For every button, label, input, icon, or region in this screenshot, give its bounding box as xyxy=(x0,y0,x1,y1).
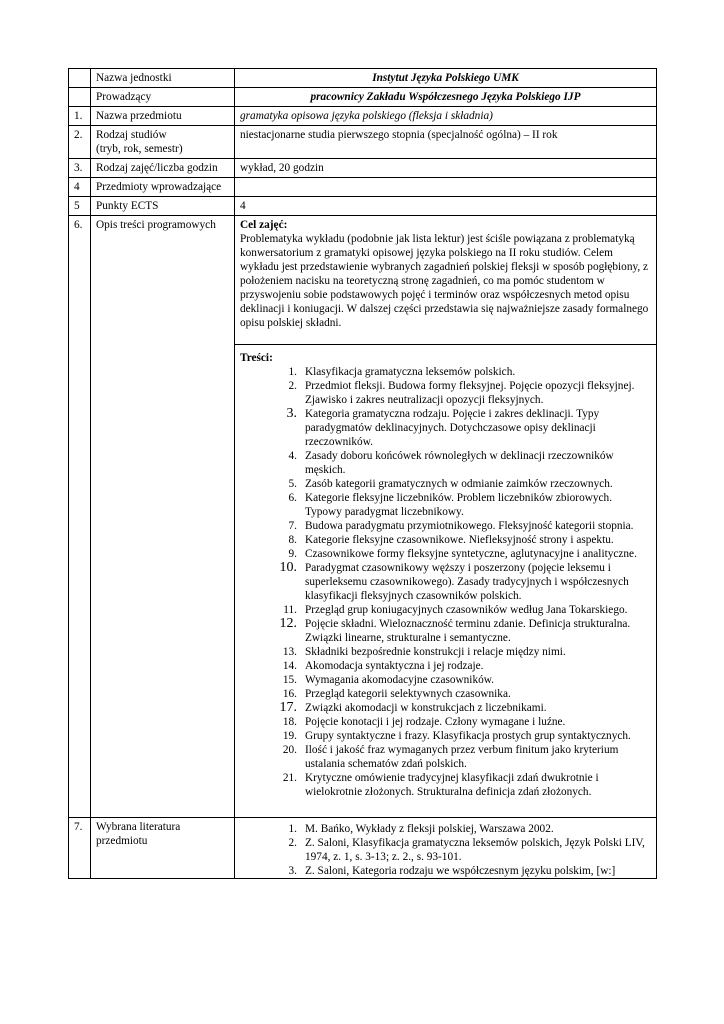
row-number xyxy=(69,69,91,88)
list-item-number: 6. xyxy=(288,492,297,504)
list-item-number: 16. xyxy=(282,688,297,700)
row-ects xyxy=(69,197,657,216)
row-number: 7. xyxy=(69,818,91,879)
row-value xyxy=(235,178,657,197)
row-literature xyxy=(69,818,657,879)
list-item-number: 12. xyxy=(279,616,297,631)
list-item xyxy=(285,822,651,836)
row-study-type xyxy=(69,126,657,159)
list-item-number: 1. xyxy=(288,823,297,835)
list-item-text: Zasady doboru końcówek równoległych w deklinacji rzeczowników męskich. xyxy=(305,450,614,476)
row-subject xyxy=(69,107,657,126)
list-item-number: 3. xyxy=(286,406,297,421)
row-lecturer xyxy=(69,88,657,107)
row-label-line1: Rodzaj studiów xyxy=(96,129,167,141)
list-item-text: Zasób kategorii gramatycznych w odmianie zaimków rzeczownych. xyxy=(305,478,613,490)
list-item xyxy=(285,547,651,561)
list-item xyxy=(285,449,651,477)
list-item xyxy=(285,864,651,878)
list-item-number: 21. xyxy=(282,772,297,784)
list-item-text: Składniki bezpośrednie konstrukcji i relacje między nimi. xyxy=(305,646,566,658)
list-item xyxy=(285,519,651,533)
list-item-number: 2. xyxy=(288,837,297,849)
list-item-number: 7. xyxy=(288,520,297,532)
row-label: Nazwa jednostki xyxy=(91,69,235,88)
list-item-text: Związki akomodacji w konstrukcjach z liczebnikami. xyxy=(305,702,547,714)
list-item-text: Z. Saloni, Kategoria rodzaju we współczesnym języku polskim, [w:] xyxy=(305,865,616,877)
goal-title: Cel zajęć: xyxy=(240,219,288,231)
row-value: pracownicy Zakładu Współczesnego Języka Polskiego IJP xyxy=(235,88,657,107)
list-item-text: Akomodacja syntaktyczna i jej rodzaje. xyxy=(305,660,484,672)
list-item xyxy=(279,560,651,603)
list-item xyxy=(285,477,651,491)
list-item xyxy=(285,379,651,407)
goal-text: Problematyka wykładu (podobnie jak lista lektur) jest ściśle powiązana z problematyką konwersatorium z gramatyki opisowej języka polskiego na II roku studiów. Celem wykładu jest przedstawienie wybranych zagadnień polskiej fleksji w sposób pogłębiony, z położeniem nacisku na teoretyczną stronę zagadnień, co ma pomóc studentom w przyswojeniu sobie podstawowych pojęć i terminów oraz współczesnych metod opisu deklinacji i koniugacji. W dalszej części przedstawia się najważniejsze zasady formalnego opisu polskiej składni. xyxy=(240,233,649,329)
row-prerequisites xyxy=(69,178,657,197)
list-item xyxy=(285,603,651,617)
list-item-number: 17. xyxy=(279,700,297,715)
list-item-text: Przedmiot fleksji. Budowa formy fleksyjnej. Pojęcie opozycji fleksyjnej. Zjawisko i zakres neutralizacji opozycji fleksyjnych. xyxy=(305,380,635,406)
row-label: Punkty ECTS xyxy=(91,197,235,216)
list-item-number: 19. xyxy=(282,730,297,742)
list-item-number: 5. xyxy=(288,478,297,490)
list-item xyxy=(285,407,651,449)
list-item-number: 8. xyxy=(288,534,297,546)
list-item xyxy=(282,729,651,743)
row-class-type xyxy=(69,159,657,178)
list-item xyxy=(279,700,651,715)
row-value: gramatyka opisowa języka polskiego (fleksja i składnia) xyxy=(235,107,657,126)
row-label: Opis treści programowych xyxy=(91,216,235,818)
list-item-text: Wymagania akomodacyjne czasowników. xyxy=(305,674,494,686)
list-item-text: Przegląd grup koniugacyjnych czasowników według Jana Tokarskiego. xyxy=(305,604,628,616)
list-item-text: Krytyczne omówienie tradycyjnej klasyfikacji zdań dwukrotnie i wielokrotnie złożonych. Strukturalna definicja zdań złożonych. xyxy=(305,772,599,798)
row-value: Instytut Języka Polskiego UMK xyxy=(235,69,657,88)
list-item-text: Z. Saloni, Klasyfikacja gramatyczna leksemów polskich, Język Polski LIV, 1974, z. 1, s. 3-13; z. 2., s. 93-101. xyxy=(305,837,645,863)
list-item xyxy=(282,715,651,729)
row-program-goal xyxy=(69,216,657,345)
list-item xyxy=(285,533,651,547)
list-item-text: Klasyfikacja gramatyczna leksemów polskich. xyxy=(305,366,516,378)
list-item xyxy=(282,659,651,673)
list-item-text: Czasownikowe formy fleksyjne syntetyczne, aglutynacyjne i analityczne. xyxy=(305,548,637,560)
list-item-number: 3. xyxy=(288,865,297,877)
list-item-text: Pojęcie składni. Wieloznaczność terminu zdanie. Definicja strukturalna. Związki linearne, strukturalne i semantyczne. xyxy=(305,618,631,644)
list-item-text: Paradygmat czasownikowy węższy i poszerzony (pojęcie leksemu i superleksemu czasownikowego). Zasady tradycyjnych i współczesnych klasyfikacji fleksyjnych czasowników polskich. xyxy=(305,562,629,602)
row-unit xyxy=(69,69,657,88)
list-item xyxy=(282,743,651,771)
list-item-number: 14. xyxy=(282,660,297,672)
list-item-number: 2. xyxy=(288,380,297,392)
list-item-number: 15. xyxy=(282,674,297,686)
literature-list xyxy=(240,822,651,878)
list-item xyxy=(285,836,651,864)
row-number: 5 xyxy=(69,197,91,216)
list-item-number: 18. xyxy=(282,716,297,728)
row-value: niestacjonarne studia pierwszego stopnia (specjalność ogólna) – II rok xyxy=(235,126,657,159)
contents-list xyxy=(240,365,651,799)
row-value: 4 xyxy=(235,197,657,216)
row-value: wykład, 20 godzin xyxy=(235,159,657,178)
list-item xyxy=(279,616,651,645)
list-item-text: Budowa paradygmatu przymiotnikowego. Fleksyjność kategorii stopnia. xyxy=(305,520,634,532)
row-label xyxy=(91,126,235,159)
row-number xyxy=(69,88,91,107)
list-item xyxy=(282,673,651,687)
list-item-text: Ilość i jakość fraz wymaganych przez verbum finitum jako kryterium ustalania schematów zdań polskich. xyxy=(305,744,619,770)
contents-cell xyxy=(235,345,657,818)
list-item-number: 10. xyxy=(279,560,297,575)
contents-title: Treści: xyxy=(240,352,273,364)
row-number: 2. xyxy=(69,126,91,159)
list-item-number: 11. xyxy=(283,604,297,616)
list-item-number: 13. xyxy=(282,646,297,658)
literature-cell xyxy=(235,818,657,879)
list-item-number: 1. xyxy=(288,366,297,378)
row-number: 6. xyxy=(69,216,91,818)
row-label: Przedmioty wprowadzające xyxy=(91,178,235,197)
list-item xyxy=(285,365,651,379)
row-label: Wybrana literatura przedmiotu xyxy=(91,818,235,879)
list-item xyxy=(282,645,651,659)
goal-cell xyxy=(235,216,657,345)
list-item xyxy=(282,687,651,701)
row-number: 4 xyxy=(69,178,91,197)
list-item-number: 9. xyxy=(288,548,297,560)
list-item-text: Kategoria gramatyczna rodzaju. Pojęcie i zakres deklinacji. Typy paradygmatów deklinacyjnych. Dotychczasowe opisy deklinacji rzeczowników. xyxy=(305,408,600,448)
list-item-number: 4. xyxy=(288,450,297,462)
list-item-text: Grupy syntaktyczne i frazy. Klasyfikacja prostych grup syntaktycznych. xyxy=(305,730,631,742)
row-number: 3. xyxy=(69,159,91,178)
list-item-text: Przegląd kategorii selektywnych czasownika. xyxy=(305,688,511,700)
list-item-text: Pojęcie konotacji i jej rodzaje. Człony wymagane i luźne. xyxy=(305,716,566,728)
row-number: 1. xyxy=(69,107,91,126)
list-item-text: M. Bańko, Wykłady z fleksji polskiej, Warszawa 2002. xyxy=(305,823,554,835)
list-item-text: Kategorie fleksyjne czasownikowe. Niefleksyjność strony i aspektu. xyxy=(305,534,614,546)
row-label-line2: (tryb, rok, semestr) xyxy=(96,143,183,155)
list-item xyxy=(282,771,651,799)
row-label: Rodzaj zajęć/liczba godzin xyxy=(91,159,235,178)
row-label: Nazwa przedmiotu xyxy=(91,107,235,126)
list-item xyxy=(285,491,651,519)
row-label: Prowadzący xyxy=(91,88,235,107)
syllabus-table xyxy=(68,68,657,879)
list-item-text: Kategorie fleksyjne liczebników. Problem liczebników zbiorowych. Typowy paradygmat liczebnikowy. xyxy=(305,492,613,518)
list-item-number: 20. xyxy=(282,744,297,756)
